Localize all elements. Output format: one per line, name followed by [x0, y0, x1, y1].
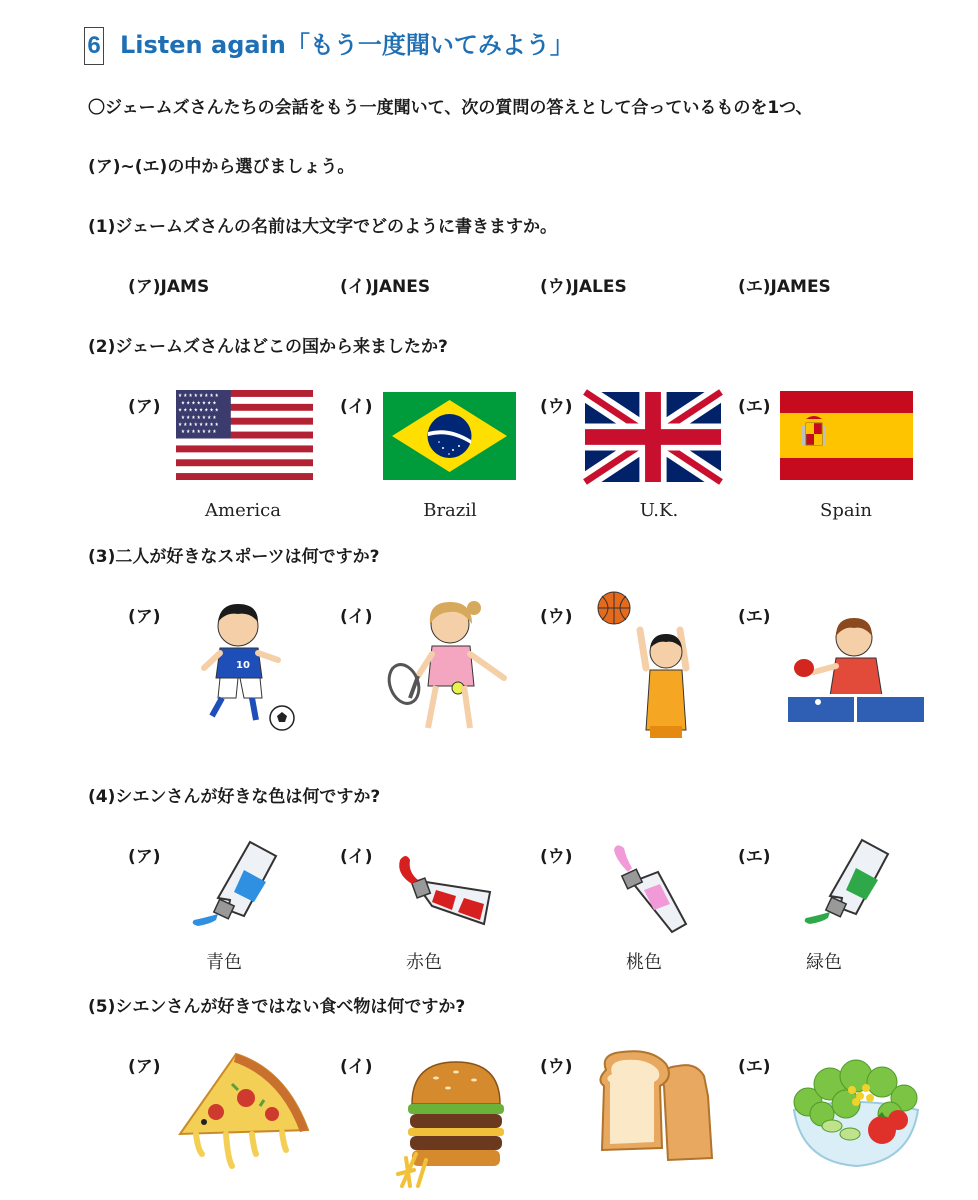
svg-text:★ ★ ★ ★ ★ ★ ★ ★: ★ ★ ★ ★ ★ ★ ★ ★ [178, 392, 219, 400]
soccer-player-icon[interactable] [190, 598, 300, 733]
q3-marker-b: (イ) [340, 607, 373, 627]
q1-option-c[interactable]: (ウ)JALES [540, 277, 627, 297]
uk-flag-icon[interactable] [585, 392, 721, 482]
question-1: (1)ジェームズさんの名前は大文字でどのように書きますか。 [88, 217, 558, 237]
q4-label-green: 緑色 [806, 952, 842, 973]
instruction-line-1: 〇ジェームズさんたちの会話をもう一度聞いて、次の質問の答えとして合っているものを1つ、 [88, 98, 813, 118]
q4-label-pink: 桃色 [626, 952, 662, 973]
salad-bowl-icon[interactable] [786, 1054, 926, 1170]
table-tennis-player-icon[interactable] [788, 612, 924, 727]
q5-marker-d: (エ) [738, 1057, 771, 1077]
blue-paint-tube-icon[interactable] [188, 840, 280, 930]
pizza-slice-icon[interactable] [176, 1050, 312, 1168]
question-5: (5)シエンさんが好きではない食べ物は何ですか? [88, 997, 466, 1017]
hamburger-icon[interactable] [396, 1054, 514, 1188]
q2-label-brazil: Brazil [423, 500, 477, 521]
q1-option-d[interactable]: (エ)JAMES [738, 277, 831, 297]
pink-paint-tube-icon[interactable] [602, 842, 688, 934]
question-3: (3)二人が好きなスポーツは何ですか? [88, 547, 380, 567]
red-paint-tube-icon[interactable] [392, 846, 494, 928]
q3-marker-a: (ア) [128, 607, 161, 627]
section-number: 6 [84, 27, 104, 65]
q4-label-red: 赤色 [406, 952, 442, 973]
q4-label-blue: 青色 [206, 952, 242, 973]
svg-text:★ ★ ★ ★ ★ ★ ★: ★ ★ ★ ★ ★ ★ ★ [181, 399, 217, 407]
q5-marker-b: (イ) [340, 1057, 373, 1077]
q1-option-a[interactable]: (ア)JAMS [128, 277, 210, 297]
bread-slices-icon[interactable] [596, 1050, 720, 1160]
svg-text:★ ★ ★ ★ ★ ★ ★: ★ ★ ★ ★ ★ ★ ★ [181, 428, 217, 436]
basketball-player-icon[interactable] [596, 590, 706, 740]
usa-flag-icon[interactable] [176, 390, 313, 480]
q5-marker-c: (ウ) [540, 1057, 573, 1077]
q2-marker-d: (エ) [738, 397, 771, 417]
svg-text:10: 10 [236, 660, 250, 671]
tennis-player-icon[interactable] [388, 598, 528, 733]
spain-flag-icon[interactable] [780, 391, 913, 480]
q4-marker-c: (ウ) [540, 847, 573, 867]
q2-label-spain: Spain [820, 500, 872, 521]
green-paint-tube-icon[interactable] [800, 838, 892, 928]
q4-marker-a: (ア) [128, 847, 161, 867]
question-2: (2)ジェームズさんはどこの国から来ましたか? [88, 337, 448, 357]
q2-marker-b: (イ) [340, 397, 373, 417]
q3-marker-c: (ウ) [540, 607, 573, 627]
q2-marker-a: (ア) [128, 397, 161, 417]
instruction-line-2: (ア)~(エ)の中から選びましょう。 [88, 157, 355, 177]
question-4: (4)シエンさんが好きな色は何ですか? [88, 787, 381, 807]
q4-marker-b: (イ) [340, 847, 373, 867]
svg-text:★ ★ ★ ★ ★ ★ ★ ★: ★ ★ ★ ★ ★ ★ ★ ★ [178, 407, 219, 414]
brazil-flag-icon[interactable] [383, 392, 516, 480]
q2-label-america: America [205, 500, 281, 521]
svg-text:★ ★ ★ ★ ★ ★ ★ ★: ★ ★ ★ ★ ★ ★ ★ ★ [178, 421, 219, 429]
svg-text:★ ★ ★ ★ ★ ★ ★: ★ ★ ★ ★ ★ ★ ★ [181, 414, 217, 422]
q1-option-b[interactable]: (イ)JANES [340, 277, 431, 297]
q2-marker-c: (ウ) [540, 397, 573, 417]
q5-marker-a: (ア) [128, 1057, 161, 1077]
q3-marker-d: (エ) [738, 607, 771, 627]
q2-label-uk: U.K. [639, 500, 679, 521]
q4-marker-d: (エ) [738, 847, 771, 867]
section-title: Listen again「もう一度聞いてみよう」 [120, 31, 574, 59]
